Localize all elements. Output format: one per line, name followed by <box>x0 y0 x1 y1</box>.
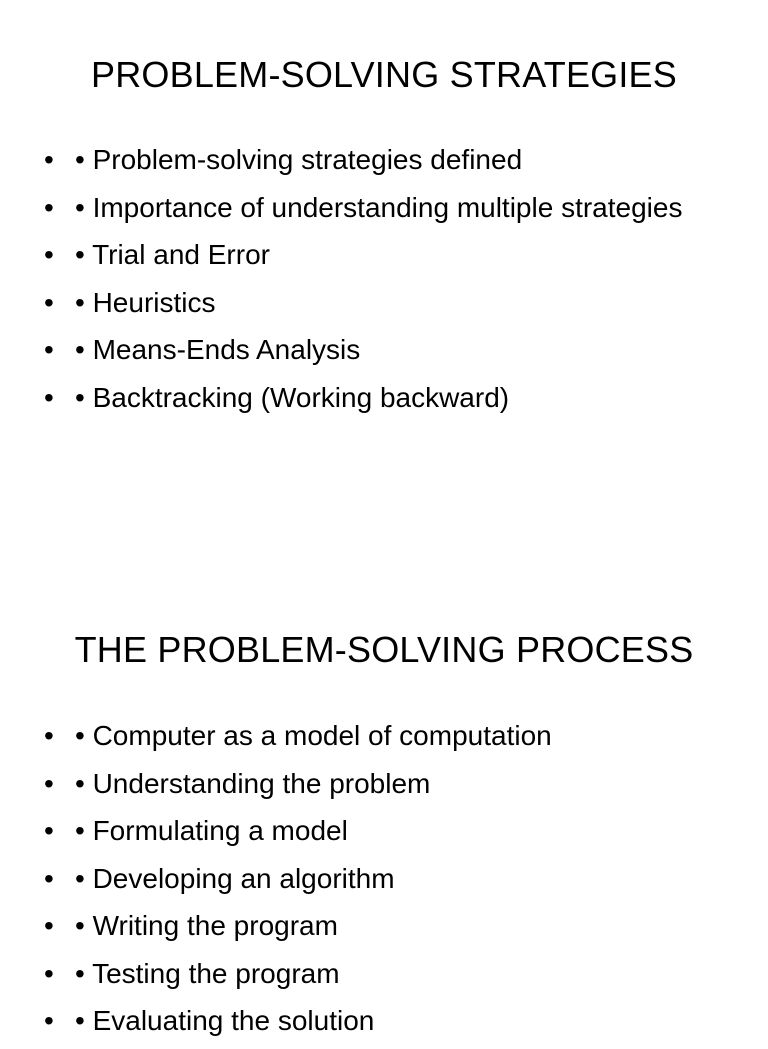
list-item-text: • Evaluating the solution <box>75 1005 375 1036</box>
bullet-icon: • <box>44 191 54 223</box>
list-item-text: • Understanding the problem <box>75 767 431 799</box>
slide-title: PROBLEM-SOLVING STRATEGIES <box>91 54 677 95</box>
list-item <box>0 1001 700 1042</box>
bullet-icon: • <box>44 334 54 365</box>
list-item-text: • Means-Ends Analysis <box>75 334 361 365</box>
bullet-list <box>0 140 700 425</box>
list-item <box>0 188 700 229</box>
bullet-icon: • <box>44 1005 54 1036</box>
list-item-text: • Heuristics <box>75 286 216 318</box>
bullet-icon: • <box>44 286 54 318</box>
list-item <box>0 954 700 995</box>
list-item-text: • Trial and Error <box>75 239 270 270</box>
bullet-icon: • <box>44 720 54 751</box>
slide-title: THE PROBLEM-SOLVING PROCESS <box>74 629 694 670</box>
bullet-list <box>0 716 700 1049</box>
bullet-icon: • <box>44 957 54 989</box>
bullet-icon: • <box>44 862 54 894</box>
list-item-text: • Writing the program <box>75 910 338 941</box>
list-item <box>0 811 700 852</box>
bullet-icon: • <box>44 239 54 270</box>
list-item <box>0 140 700 181</box>
bullet-icon: • <box>44 910 54 941</box>
list-item-text: • Importance of understanding multiple strategies <box>75 191 683 223</box>
list-item <box>0 330 700 371</box>
list-item <box>0 235 700 276</box>
list-item <box>0 906 700 947</box>
bullet-icon: • <box>44 381 54 413</box>
list-item-text: • Computer as a model of computation <box>75 720 552 751</box>
list-item <box>0 716 700 757</box>
slide-problem-solving-process <box>0 580 768 1036</box>
list-item <box>0 283 700 324</box>
list-item-text: • Developing an algorithm <box>75 862 395 894</box>
bullet-icon: • <box>44 767 54 799</box>
list-item-text: • Formulating a model <box>75 815 348 846</box>
list-item-text: • Problem-solving strategies defined <box>75 144 523 175</box>
list-item <box>0 378 700 419</box>
bullet-icon: • <box>44 815 54 846</box>
list-item-text: • Backtracking (Working backward) <box>75 381 510 413</box>
list-item-text: • Testing the program <box>75 957 340 989</box>
bullet-icon: • <box>44 144 54 175</box>
list-item <box>0 764 700 805</box>
list-item <box>0 859 700 900</box>
